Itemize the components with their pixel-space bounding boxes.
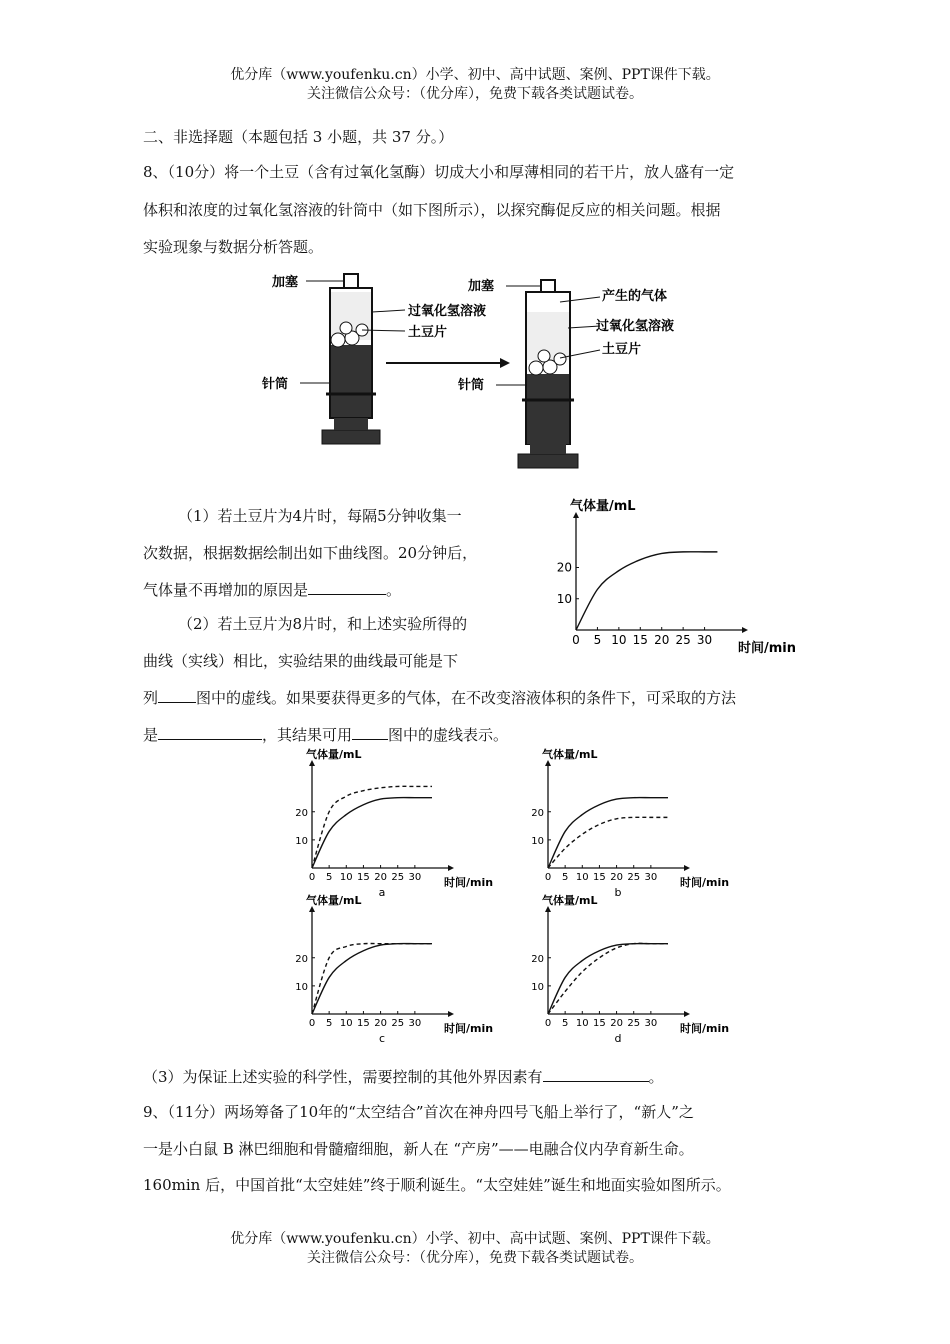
x-tick-label: 5 xyxy=(593,633,602,647)
x-axis-arrow xyxy=(742,627,748,633)
x-tick-label: 15 xyxy=(593,1018,606,1029)
q8-p2-line2: 曲线（实线）相比，实验结果的曲线最可能是下 xyxy=(143,652,459,670)
x-tick-label: 15 xyxy=(593,872,606,883)
x-axis-label: 时间/min xyxy=(444,1022,494,1035)
dashed-curve xyxy=(312,943,432,1014)
dashed-curve xyxy=(312,786,432,868)
solid-curve xyxy=(312,798,432,868)
label-h2o2-left: 过氧化氢溶液 xyxy=(408,304,487,319)
x-tick-label: 25 xyxy=(391,872,405,883)
left-syringe xyxy=(300,274,405,444)
y-tick-label: 10 xyxy=(295,835,308,847)
solid-curve xyxy=(548,798,668,868)
chart-d xyxy=(518,894,730,1045)
x-tick-label: 10 xyxy=(339,872,353,883)
q9-line1: 9、（11分）两场筹备了10年的“太空结合”首次在神舟四号飞船上举行了，“新人”之 xyxy=(143,1103,694,1121)
arrow-icon xyxy=(386,358,510,368)
q9-line2: 一是小白鼠 B 淋巴细胞和骨髓瘤细胞，新人在 “产房”——电融合仪内孕育新生命。 xyxy=(143,1140,694,1158)
right-syringe xyxy=(496,280,600,468)
x-tick-label: 30 xyxy=(644,1018,658,1029)
left-plunger xyxy=(331,345,371,417)
x-tick-label: 25 xyxy=(391,1018,405,1029)
q8-p1-line2: 次数据，根据数据绘制出如下曲线图。20分钟后， xyxy=(143,544,478,562)
answer-blank-3 xyxy=(158,725,262,740)
x-tick-label: 0 xyxy=(308,872,316,883)
q8-p2-line4: 是 ，其结果可用 图中的虚线表示。 xyxy=(143,726,509,744)
chart-caption: b xyxy=(614,886,622,899)
chart-caption: a xyxy=(378,886,386,899)
left-stopper-cap xyxy=(344,274,358,288)
q8-p1-line3: 气体量不再增加的原因是 。 xyxy=(143,581,402,599)
chart-a xyxy=(282,748,494,899)
label-syringe-left: 针筒 xyxy=(262,377,289,392)
x-tick-label: 30 xyxy=(408,872,422,883)
q9-line3: 160min 后，中国首批“太空娃娃”终于顺利诞生。“太空娃娃”诞生和地面实验如图所示。 xyxy=(143,1176,731,1194)
x-tick-label: 25 xyxy=(627,872,641,883)
right-stopper-cap xyxy=(541,280,555,292)
q8-p3: （3）为保证上述实验的科学性，需要控制的其他外界因素有 。 xyxy=(143,1068,664,1086)
x-tick-label: 15 xyxy=(357,1018,370,1029)
y-tick-label: 20 xyxy=(556,560,572,575)
q8-p2-line1: （2）若土豆片为8片时，和上述实验所得的 xyxy=(178,615,468,633)
page-footer-line1: 优分库（www.youfenku.cn）小学、初中、高中试题、案例、PPT课件下载。 xyxy=(230,1231,720,1247)
x-tick-label: 25 xyxy=(675,633,691,647)
x-axis-label: 时间/min xyxy=(680,1022,730,1035)
q8-p1-line1: （1）若土豆片为4片时，每隔5分钟收集一 xyxy=(178,507,462,525)
x-tick-label: 20 xyxy=(654,633,670,647)
q8-line1: 8、（10分）将一个土豆（含有过氧化氢酶）切成大小和厚薄相同的若干片，放人盛有一定 xyxy=(143,163,735,181)
y-tick-label: 10 xyxy=(531,835,544,847)
y-tick-label: 10 xyxy=(295,981,308,993)
x-axis-label: 时间/min xyxy=(680,876,730,889)
y-tick-label: 10 xyxy=(531,981,544,993)
x-tick-label: 5 xyxy=(325,1018,333,1029)
dashed-curve xyxy=(548,943,668,1014)
q8-p2-line3: 列 图中的虚线。如果要获得更多的气体，在不改变溶液体积的条件下，可采取的方法 xyxy=(143,689,737,707)
x-tick-label: 20 xyxy=(610,872,623,883)
left-potato-slice xyxy=(331,333,345,347)
y-axis-label: 气体量/mL xyxy=(306,894,362,907)
x-tick-label: 5 xyxy=(325,872,333,883)
chart-b xyxy=(518,748,730,899)
y-tick-label: 10 xyxy=(556,591,572,606)
x-axis-label: 时间/min xyxy=(738,641,797,656)
y-tick-label: 20 xyxy=(531,807,544,819)
x-axis-arrow xyxy=(448,1011,454,1017)
chart-caption: d xyxy=(614,1032,622,1045)
y-axis-label: 气体量/mL xyxy=(306,748,362,761)
y-axis-label: 气体量/mL xyxy=(542,894,598,907)
solid-curve xyxy=(548,944,668,1014)
page-header-line2: 关注微信公众号：（优分库），免费下载各类试题试卷。 xyxy=(307,86,643,102)
x-tick-label: 20 xyxy=(374,872,387,883)
page-footer-line2: 关注微信公众号：（优分库），免费下载各类试题试卷。 xyxy=(307,1250,643,1266)
chart-c xyxy=(282,894,494,1045)
answer-blank-5 xyxy=(543,1067,649,1082)
x-tick-label: 20 xyxy=(610,1018,623,1029)
y-axis-label: 气体量/mL xyxy=(542,748,598,761)
right-base xyxy=(518,454,578,468)
section-title: 二、非选择题（本题包括 3 小题，共 37 分。） xyxy=(143,128,454,146)
answer-blank-1 xyxy=(308,580,386,595)
label-potato-right: 土豆片 xyxy=(602,342,642,357)
x-tick-label: 10 xyxy=(339,1018,353,1029)
solid-curve xyxy=(576,552,717,630)
x-tick-label: 30 xyxy=(644,872,658,883)
solid-curve xyxy=(312,944,432,1014)
x-axis-arrow xyxy=(448,865,454,871)
label-h2o2-right: 过氧化氢溶液 xyxy=(596,319,675,334)
x-tick-label: 0 xyxy=(572,633,580,647)
x-tick-label: 25 xyxy=(627,1018,641,1029)
label-stopper-right: 加塞 xyxy=(468,279,495,294)
y-tick-label: 20 xyxy=(295,953,308,965)
page-header-line1: 优分库（www.youfenku.cn）小学、初中、高中试题、案例、PPT课件下载。 xyxy=(230,67,720,83)
x-axis-arrow xyxy=(684,1011,690,1017)
left-base xyxy=(322,430,380,444)
dashed-curve xyxy=(548,817,668,868)
x-tick-label: 10 xyxy=(575,872,589,883)
y-axis-label: 气体量/mL xyxy=(570,499,636,514)
y-tick-label: 20 xyxy=(295,807,308,819)
x-tick-label: 0 xyxy=(308,1018,316,1029)
x-tick-label: 5 xyxy=(561,872,569,883)
x-tick-label: 0 xyxy=(544,1018,552,1029)
x-tick-label: 20 xyxy=(374,1018,387,1029)
chart-main xyxy=(528,499,797,658)
x-tick-label: 0 xyxy=(544,872,552,883)
answer-blank-2 xyxy=(158,688,196,703)
label-stopper-left: 加塞 xyxy=(272,275,299,290)
x-tick-label: 10 xyxy=(611,633,627,647)
x-tick-label: 5 xyxy=(561,1018,569,1029)
x-tick-label: 30 xyxy=(696,633,713,647)
x-axis-label: 时间/min xyxy=(444,876,494,889)
x-tick-label: 15 xyxy=(632,633,648,647)
x-tick-label: 10 xyxy=(575,1018,589,1029)
q8-line2: 体积和浓度的过氧化氢溶液的针筒中（如下图所示），以探究酶促反应的相关问题。根据 xyxy=(143,201,721,219)
x-axis-arrow xyxy=(684,865,690,871)
q8-line3: 实验现象与数据分析答题。 xyxy=(143,238,324,256)
x-tick-label: 15 xyxy=(357,872,370,883)
chart-caption: c xyxy=(378,1032,386,1045)
label-gas: 产生的气体 xyxy=(602,289,668,304)
answer-blank-4 xyxy=(352,725,388,740)
syringe-diagram xyxy=(260,270,700,470)
x-tick-label: 30 xyxy=(408,1018,422,1029)
label-syringe-right: 针筒 xyxy=(458,378,485,393)
y-tick-label: 20 xyxy=(531,953,544,965)
label-potato-left: 土豆片 xyxy=(408,325,448,340)
right-plunger xyxy=(527,374,569,444)
